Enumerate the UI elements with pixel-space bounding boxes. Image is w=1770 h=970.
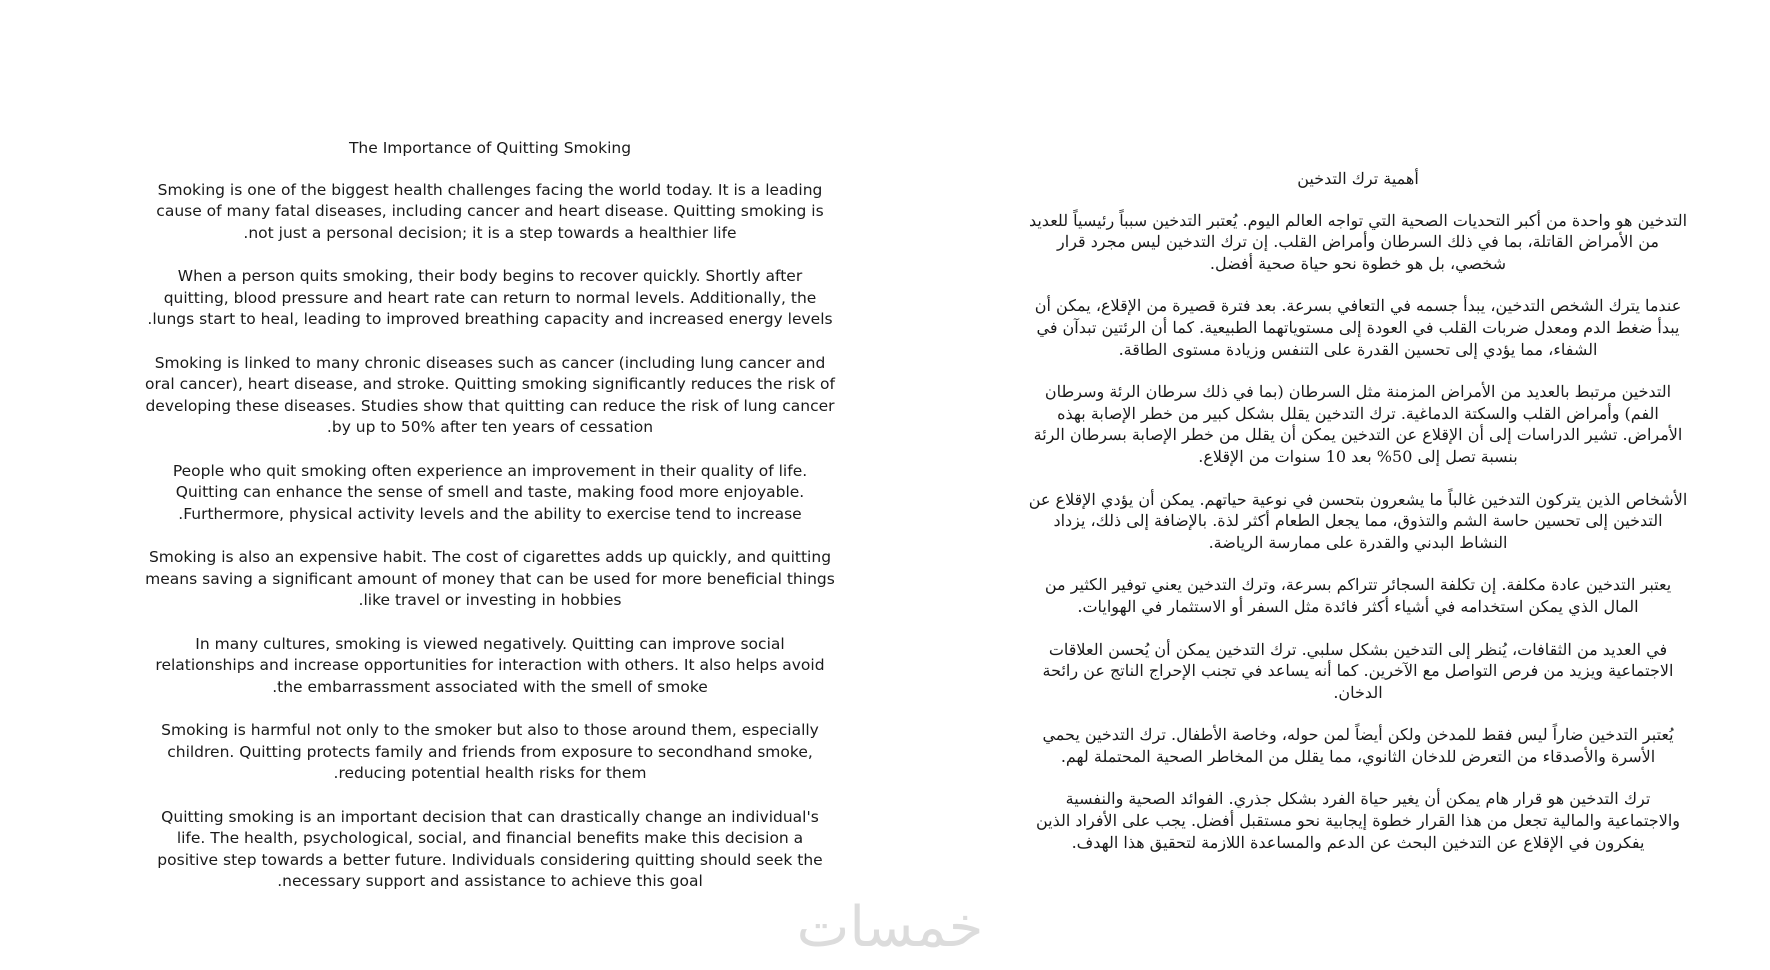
arabic-paragraph-4: الأشخاص الذين يتركون التدخين غالباً ما يشعرون بتحسن في نوعية حياتهم. يمكن أن يؤدي الإقلاع عن التدخين إلى تحسين حاسة الشم والتذوق، مما يجعل الطعام أكثر لذة. بالإضافة إلى ذلك، يزداد النشاط البدني والقدرة على ممارسة الرياضة. xyxy=(1028,489,1688,552)
arabic-title: أهمية ترك التدخين xyxy=(1297,169,1419,188)
arabic-column xyxy=(1028,168,1688,874)
arabic-paragraph-2: عندما يترك الشخص التدخين، يبدأ جسمه في التعافي بسرعة. بعد فترة قصيرة من الإقلاع، يمكن أن يبدأ ضغط الدم ومعدل ضربات القلب في العودة إلى مستوياتهما الطبيعية. كما أن الرئتين تبدآن في الشفاء، مما يؤدي إلى تحسين القدرة على التنفس وزيادة مستوى الطاقة. xyxy=(1034,296,1682,359)
english-paragraph-6: In many cultures, smoking is viewed negatively. Quitting can improve social relationships and increase opportunities for interaction with others. It also helps avoid the embarrassment associated with the smell of smoke. xyxy=(155,634,825,696)
arabic-paragraph-7: يُعتبر التدخين ضاراً ليس فقط للمدخن ولكن أيضاً لمن حوله، وخاصة الأطفال. ترك التدخين يحمي الأسرة والأصدقاء من التعرض للدخان الثانوي، مما يقلل من المخاطر الصحية المحتملة لهم. xyxy=(1042,725,1674,766)
watermark-logo: خمسات xyxy=(796,895,984,960)
arabic-paragraph-5: يعتبر التدخين عادة مكلفة. إن تكلفة السجائر تتراكم بسرعة، وترك التدخين يعني توفير الكثير من المال الذي يمكن استخدامه في أشياء أكثر فائدة مثل السفر أو الاستثمار في الهوايات. xyxy=(1044,575,1672,616)
english-paragraph-3: Smoking is linked to many chronic diseases such as cancer (including lung cancer and oral cancer), heart disease, and stroke. Quitting smoking significantly reduces the risk of developing these diseases. Studies show that quitting can reduce the risk of lung cancer by up to 50% after ten years of cessation. xyxy=(145,353,835,436)
english-paragraph-5: Smoking is also an expensive habit. The cost of cigarettes adds up quickly, and quitting means saving a significant amount of money that can be used for more beneficial things like travel or investing in hobbies. xyxy=(145,548,835,609)
english-title: The Importance of Quitting Smoking xyxy=(348,139,632,157)
english-paragraph-7: Smoking is harmful not only to the smoker but also to those around them, especially children. Quitting protects family and friends from exposure to secondhand smoke, reducing potential health risks for them. xyxy=(161,721,819,782)
english-paragraph-2: When a person quits smoking, their body begins to recover quickly. Shortly after quitting, blood pressure and heart rate can return to normal levels. Additionally, the lungs start to heal, leading to improved breathing capacity and increased energy levels. xyxy=(147,267,833,328)
arabic-paragraph-1: التدخين هو واحدة من أكبر التحديات الصحية التي تواجه العالم اليوم. يُعتبر التدخين سبباً رئيسياً للعديد من الأمراض القاتلة، بما في ذلك السرطان وأمراض القلب. إن ترك التدخين ليس مجرد قرار شخصي، بل هو خطوة نحو حياة صحية أفضل. xyxy=(1028,210,1688,273)
english-paragraph-8: Quitting smoking is an important decision that can drastically change an individual's life. The health, psychological, social, and financial benefits make this decision a positive step towards a better future. Individuals considering quitting should seek the necessary support and assistance to achieve this goal. xyxy=(157,807,823,890)
arabic-paragraph-3: التدخين مرتبط بالعديد من الأمراض المزمنة مثل السرطان (بما في ذلك سرطان الرئة وسرطان الفم) وأمراض القلب والسكتة الدماغية. ترك التدخين يقلل بشكل كبير من خطر الإصابة بهذه الأمراض. تشير الدراسات إلى أن الإقلاع عن التدخين يمكن أن يقلل من خطر الإصابة بسرطان الرئة بنسبة تصل إلى 50% بعد 10 سنوات من الإقلاع. xyxy=(1033,382,1683,466)
arabic-paragraph-6: في العديد من الثقافات، يُنظر إلى التدخين بشكل سلبي. ترك التدخين يمكن أن يُحسن العلاقات الاجتماعية ويزيد من فرص التواصل مع الآخرين. كما أنه يساعد في تجنب الإحراج الناتج عن رائحة الدخان. xyxy=(1042,639,1674,702)
arabic-paragraph-8: ترك التدخين هو قرار هام يمكن أن يغير حياة الفرد بشكل جذري. الفوائد الصحية والنفسية والاجتماعية والمالية تجعل من هذا القرار خطوة إيجابية نحو مستقبل أفضل. يجب على الأفراد الذين يفكرون في الإقلاع عن التدخين البحث عن الدعم والمساعدة اللازمة لتحقيق هذا الهدف. xyxy=(1035,789,1680,852)
english-paragraph-1: Smoking is one of the biggest health challenges facing the world today. It is a leading cause of many fatal diseases, including cancer and heart disease. Quitting smoking is not just a personal decision; it is a step towards a healthier life. xyxy=(156,180,824,242)
english-paragraph-4: People who quit smoking often experience an improvement in their quality of life. Quitting can enhance the sense of smell and taste, making food more enjoyable. Furthermore, physical activity levels and the ability to exercise tend to increase. xyxy=(172,461,808,523)
english-column xyxy=(145,138,835,915)
